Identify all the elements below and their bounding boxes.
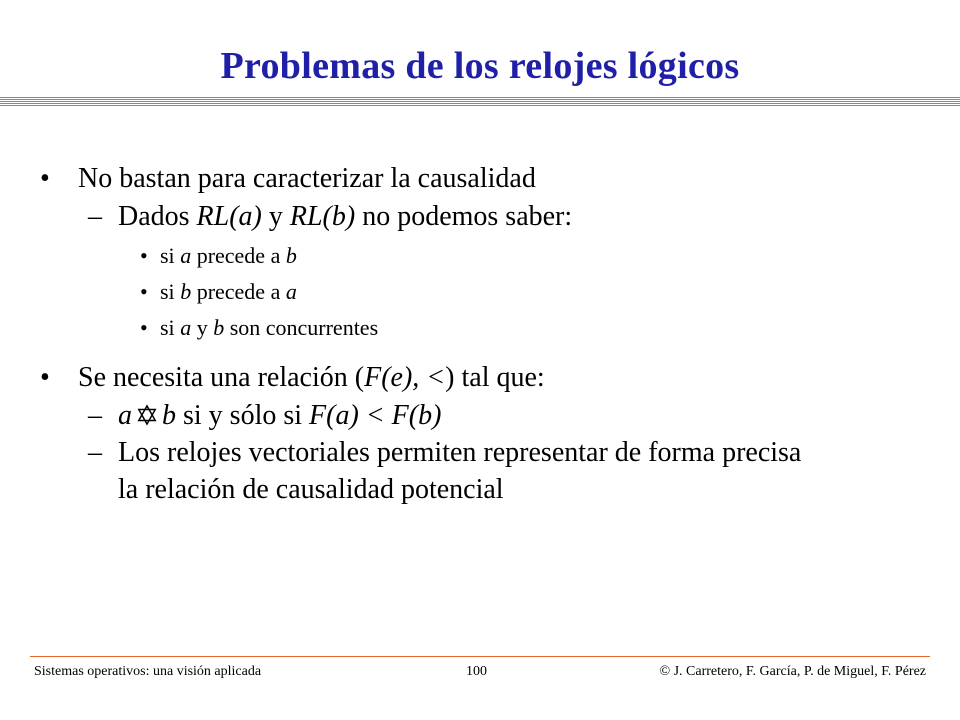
text-no-podemos: no podemos saber: <box>355 201 573 232</box>
text-y: y <box>261 201 290 232</box>
sub-bullet-2-2-line-1: Los relojes vectoriales permiten representar de forma precisa <box>118 437 802 468</box>
bullet-1-text: No bastan para caracterizar la causalidad <box>78 163 536 194</box>
sub-bullet-2-1: a b si y sólo si F(a) < F(b) <box>118 400 442 431</box>
bullet-2-text: Se necesita una relación (F(e), <) tal que: <box>78 362 545 393</box>
footer-page-number: 100 <box>466 664 487 679</box>
dash-marker: – <box>88 201 102 232</box>
bullet-marker: • <box>40 163 50 194</box>
dash-marker: – <box>88 400 102 431</box>
slide-title: Problemas de los relojes lógicos <box>220 45 740 87</box>
footer-copyright: © J. Carretero, F. García, P. de Miguel, F. Pérez <box>659 664 926 679</box>
item-b-precede-a: si b precede a a <box>160 279 297 304</box>
rl-b: RL(b) <box>289 201 356 232</box>
bullet-marker-small: • <box>140 315 148 340</box>
item-a-precede-b: si a precede a b <box>160 243 297 268</box>
item-concurrentes: si a y b son concurrentes <box>160 315 379 340</box>
bullet-marker-small: • <box>140 243 148 268</box>
bullet-marker-small: • <box>140 279 148 304</box>
text-dados: Dados <box>118 201 197 232</box>
happened-before-star-icon <box>136 404 158 426</box>
sub-bullet-2-2-line-2: la relación de causalidad potencial <box>118 474 504 505</box>
sub-bullet-1-1 <box>118 201 572 233</box>
bullet-marker: • <box>40 362 50 393</box>
footer-book-title: Sistemas operativos: una visión aplicada <box>34 664 262 679</box>
rl-a: RL(a) <box>196 201 262 232</box>
footer-divider <box>30 656 930 657</box>
dash-marker: – <box>88 437 102 468</box>
